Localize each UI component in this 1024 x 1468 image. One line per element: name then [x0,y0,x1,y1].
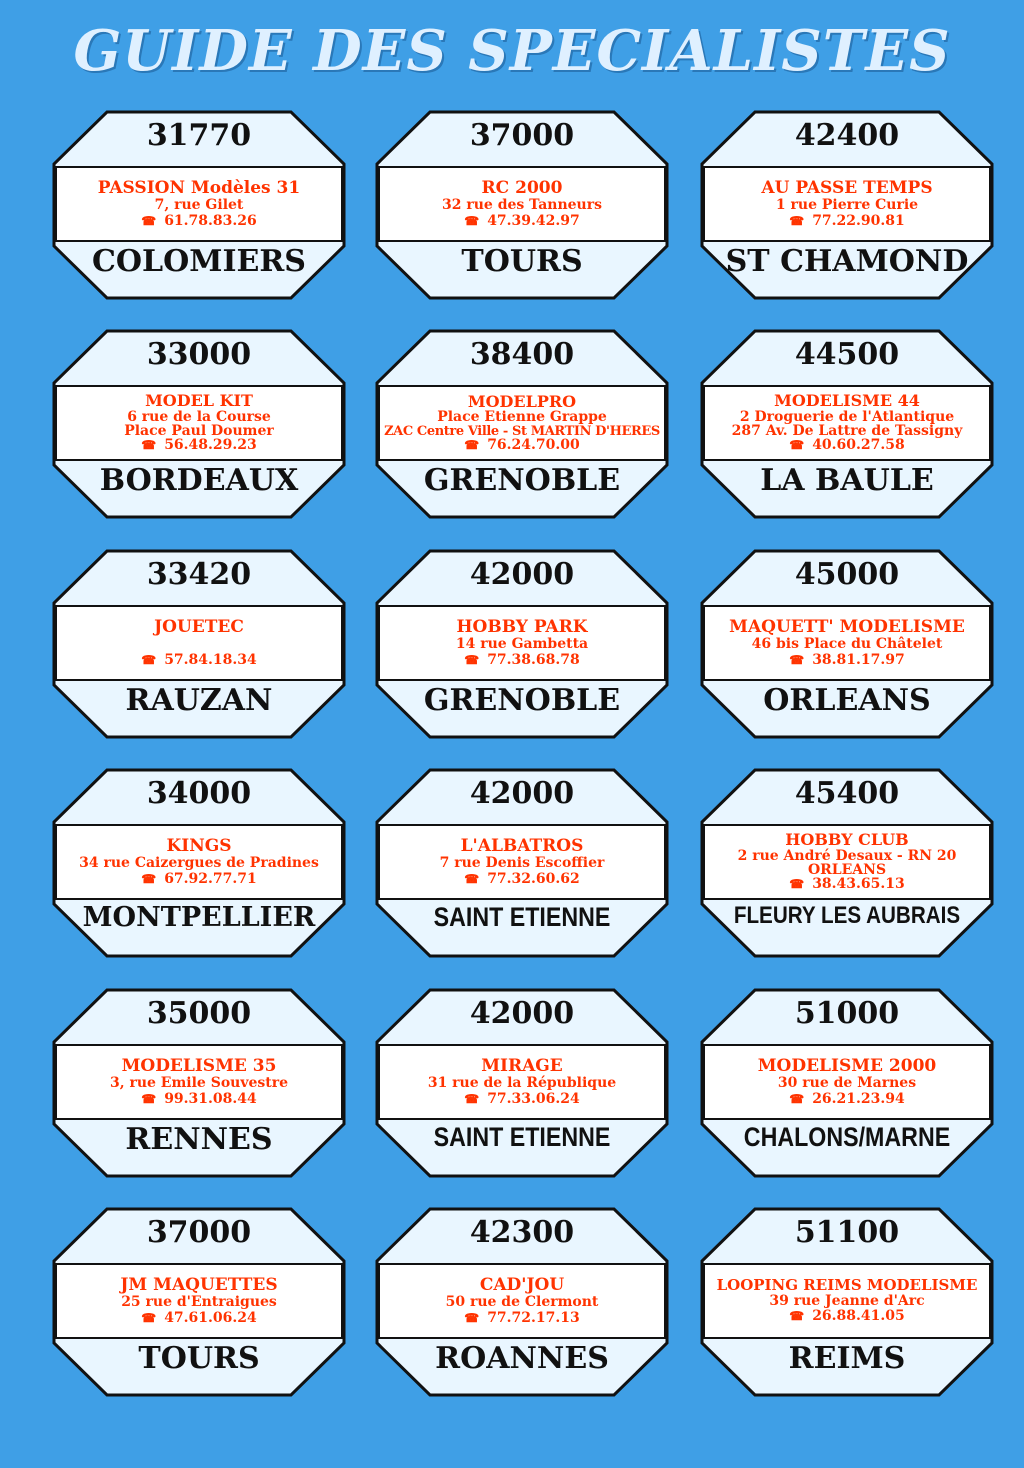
address-line: 6 rue de la Course [127,408,271,425]
shop-name: KINGS [166,835,232,856]
telephone-icon: ☎ [141,652,157,667]
city-name: ST CHAMOND [725,244,969,279]
postal-code: 35000 [146,996,252,1031]
address-line: Place Etienne Grappe [437,409,607,426]
shop-name: MODEL KIT [145,391,253,411]
phone-text: 76.24.70.00 [487,436,580,453]
postal-code: 51100 [794,1215,900,1250]
shop-card [700,549,994,739]
phone-text: 26.88.41.05 [812,1308,905,1325]
phone-number [464,653,580,669]
phone-text: 77.72.17.13 [487,1309,580,1326]
shop-card [700,329,994,519]
shop-card [700,1207,994,1397]
shop-card [700,988,994,1178]
telephone-icon: ☎ [464,1310,480,1325]
city-name: COLOMIERS [92,244,306,279]
phone-text: 40.60.27.58 [812,437,905,454]
shop-name: MAQUETT' MODELISME [729,616,965,637]
postal-code: 42000 [469,996,575,1031]
city-name: ROANNES [435,1341,609,1376]
shop-card [52,988,346,1178]
phone-number [464,1092,580,1108]
postal-code: 33000 [146,337,252,372]
phone-text: 77.38.68.78 [487,651,580,668]
shop-name: MODELISME 2000 [757,1055,937,1076]
phone-text: 77.22.90.81 [812,212,905,229]
phone-text: 77.32.60.62 [487,870,580,887]
phone-number [141,438,257,452]
shop-info [379,1046,665,1118]
postal-code: 38400 [469,337,575,372]
shop-info [56,607,342,679]
shop-name: LOOPING REIMS MODELISME [716,1275,978,1294]
city-name: RENNES [125,1122,273,1157]
shop-info [379,607,665,679]
shop-info [56,168,342,240]
shop-name: MODELISME 44 [774,391,920,411]
shop-name: MODELISME 35 [121,1055,277,1076]
shop-name: MODELPRO [467,391,577,411]
postal-code: 33420 [146,557,252,592]
shop-info [379,826,665,898]
shop-info [704,1265,990,1337]
telephone-icon: ☎ [789,877,805,892]
phone-text: 38.81.17.97 [812,651,905,668]
telephone-icon: ☎ [141,1310,157,1325]
shop-name: HOBBY PARK [456,616,588,637]
address-line: 7 rue Denis Escoffier [439,854,605,871]
address-line: 7, rue Gilet [154,196,244,213]
city-name: CHALONS/MARNE [743,1122,951,1152]
shop-name: RC 2000 [481,177,563,198]
shop-info [56,1046,342,1118]
address-line: 31 rue de la République [427,1074,617,1091]
telephone-icon: ☎ [464,1091,480,1106]
address-line: 50 rue de Clermont [445,1293,599,1310]
shop-card [52,329,346,519]
phone-text: 61.78.83.26 [164,212,257,229]
address-line: 30 rue de Marnes [777,1074,917,1091]
shop-card [52,549,346,739]
shop-info [704,826,990,898]
phone-number [464,214,580,230]
shop-card [375,1207,669,1397]
telephone-icon: ☎ [141,871,157,886]
shop-info [704,387,990,459]
city-name: GRENOBLE [423,463,621,498]
phone-text: 67.92.77.71 [164,870,257,887]
address-line: 1 rue Pierre Curie [775,196,919,213]
shop-name: PASSION Modèles 31 [97,177,301,198]
shop-card [700,110,994,300]
shop-name: MIRAGE [481,1055,563,1076]
telephone-icon: ☎ [789,652,805,667]
phone-number [141,214,257,230]
phone-number [789,1092,905,1108]
phone-number [789,877,905,891]
postal-code: 45000 [794,557,900,592]
shop-info [56,1265,342,1337]
telephone-icon: ☎ [141,438,157,453]
phone-number [141,872,257,888]
phone-number [464,1311,580,1327]
phone-number [789,438,905,452]
postal-code: 42400 [794,118,900,153]
telephone-icon: ☎ [789,1309,805,1324]
phone-number [464,438,580,452]
shop-info [704,1046,990,1118]
telephone-icon: ☎ [464,871,480,886]
postal-code: 37000 [469,118,575,153]
phone-text: 26.21.23.94 [812,1090,905,1107]
phone-text: 38.43.65.13 [812,876,905,893]
address-line: 3, rue Emile Souvestre [109,1074,289,1091]
phone-text: 57.84.18.34 [164,651,257,668]
city-name: TOURS [138,1341,260,1376]
shop-name: CAD'JOU [479,1274,565,1295]
postal-code: 42000 [469,557,575,592]
postal-code: 37000 [146,1215,252,1250]
phone-text: 77.33.06.24 [487,1090,580,1107]
shop-info [379,387,665,459]
shop-info [379,1265,665,1337]
address-line: 46 bis Place du Châtelet [751,635,943,652]
shop-info [379,168,665,240]
shop-card [375,988,669,1178]
city-name: FLEURY LES AUBRAIS [733,902,961,929]
shop-card [700,768,994,958]
address-line: 32 rue des Tanneurs [442,196,602,213]
shop-info [56,387,342,459]
postal-code: 42300 [469,1215,575,1250]
city-name: ORLEANS [763,683,931,718]
city-name: SAINT ETIENNE [433,1122,611,1152]
phone-number [789,214,905,230]
phone-number [141,1092,257,1108]
phone-text: 47.61.06.24 [164,1309,257,1326]
postal-code: 44500 [794,337,900,372]
shop-name: JOUETEC [154,616,244,637]
shop-card [52,768,346,958]
phone-text: 99.31.08.44 [164,1090,257,1107]
address-line: ORLEANS [807,862,887,879]
city-name: TOURS [461,244,583,279]
shop-card [375,549,669,739]
address-line: 2 rue André Desaux - RN 20 [737,847,957,864]
shop-card [52,1207,346,1397]
telephone-icon: ☎ [464,213,480,228]
address-line: 287 Av. De Lattre de Tassigny [731,423,963,440]
city-name: LA BAULE [760,463,934,498]
shop-name: JM MAQUETTES [120,1274,278,1295]
shop-name: L'ALBATROS [460,835,584,856]
address-line: 34 rue Caizergues de Pradines [79,854,319,871]
city-name: REIMS [788,1341,906,1376]
address-line: 2 Droguerie de l'Atlantique [739,408,955,425]
city-name: MONTPELLIER [82,902,316,933]
phone-number [789,1309,905,1325]
telephone-icon: ☎ [789,213,805,228]
shop-name: AU PASSE TEMPS [761,177,933,198]
phone-number [789,653,905,669]
shop-info [704,607,990,679]
telephone-icon: ☎ [141,213,157,228]
shop-card [375,329,669,519]
phone-number [141,1311,257,1327]
telephone-icon: ☎ [464,652,480,667]
phone-text: 56.48.29.23 [164,437,257,454]
postal-code: 45400 [794,776,900,811]
shop-info [56,826,342,898]
phone-number [464,872,580,888]
postal-code: 34000 [146,776,252,811]
address-line: 25 rue d'Entraigues [121,1293,277,1310]
city-name: RAUZAN [125,683,273,718]
city-name: SAINT ETIENNE [433,902,611,932]
shop-name: HOBBY CLUB [785,830,909,850]
postal-code: 51000 [794,996,900,1031]
telephone-icon: ☎ [789,438,805,453]
address-line: ZAC Centre Ville - St MARTIN D'HERES [384,423,660,439]
city-name: BORDEAUX [99,463,299,498]
telephone-icon: ☎ [464,437,480,452]
shop-info [704,168,990,240]
postal-code: 31770 [146,118,252,153]
shop-card [375,768,669,958]
telephone-icon: ☎ [789,1091,805,1106]
page-title: GUIDE DES SPECIALISTES [73,18,951,84]
city-name: GRENOBLE [423,683,621,718]
shop-card [375,110,669,300]
address-line: 39 rue Jeanne d'Arc [769,1292,925,1309]
address-line: 14 rue Gambetta [455,635,589,652]
telephone-icon: ☎ [141,1091,157,1106]
postal-code: 42000 [469,776,575,811]
shop-card [52,110,346,300]
address-line: Place Paul Doumer [124,423,274,440]
phone-text: 47.39.42.97 [487,212,580,229]
phone-number [141,653,257,669]
